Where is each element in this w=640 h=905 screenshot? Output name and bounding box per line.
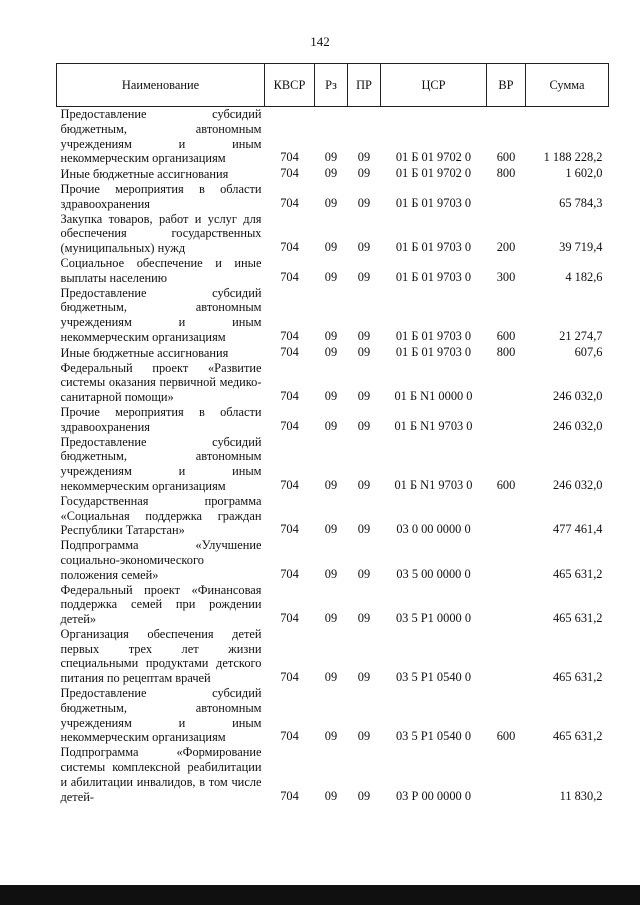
budget-table	[56, 63, 609, 804]
row-rz: 09	[324, 150, 338, 165]
row-sum: 607,6	[574, 344, 603, 359]
row-pr: 09	[357, 477, 371, 492]
table-row	[57, 345, 609, 361]
table-row	[57, 212, 609, 256]
row-sum: 477 461,4	[552, 522, 603, 537]
row-pr: 09	[357, 240, 371, 255]
row-kvsr: 704	[280, 670, 299, 685]
row-pr: 09	[357, 195, 371, 210]
row-rz: 09	[324, 389, 338, 404]
row-kvsr: 704	[280, 328, 299, 343]
row-name: Подпрограмма «Формирование системы комплексной реабилитации и абилитации инвалидов, в том числе детей-	[60, 745, 262, 804]
row-vr: 800	[496, 344, 516, 359]
row-kvsr: 704	[280, 729, 299, 744]
row-vr: 800	[496, 166, 516, 181]
row-rz: 09	[324, 611, 338, 626]
row-csr: 03 5 P1 0540 0	[395, 729, 472, 744]
row-kvsr: 704	[280, 344, 299, 359]
header-pr: ПР	[348, 64, 381, 107]
table-row	[57, 286, 609, 345]
scan-bottom-edge	[0, 885, 640, 905]
row-name: Прочие мероприятия в области здравоохранения	[60, 181, 262, 211]
row-kvsr: 704	[280, 389, 299, 404]
row-csr: 01 Б 01 9702 0	[395, 150, 472, 165]
row-vr	[487, 583, 526, 627]
row-vr: 600	[496, 328, 516, 343]
row-kvsr: 704	[280, 477, 299, 492]
row-name: Прочие мероприятия в области здравоохранения	[60, 404, 262, 434]
row-name: Государственная программа «Социальная поддержка граждан Республики Татарстан»	[60, 493, 262, 538]
row-sum: 465 631,2	[552, 670, 603, 685]
header-csr: ЦСР	[381, 64, 487, 107]
row-csr: 01 Б 01 9702 0	[395, 166, 472, 181]
row-rz: 09	[324, 344, 338, 359]
row-csr: 01 Б 01 9703 0	[395, 195, 472, 210]
row-pr: 09	[357, 389, 371, 404]
row-rz: 09	[324, 166, 338, 181]
page-number: 142	[310, 34, 330, 49]
row-sum: 465 631,2	[552, 611, 603, 626]
row-sum: 465 631,2	[552, 566, 603, 581]
row-name: Организация обеспечения детей первых трех лет жизни специальными продуктами детского питания по рецептам врачей	[60, 626, 262, 686]
row-sum: 1 602,0	[565, 166, 603, 181]
row-sum: 246 032,0	[552, 477, 603, 492]
row-kvsr: 704	[280, 522, 299, 537]
row-csr: 01 Б 01 9703 0	[395, 328, 472, 343]
row-pr: 09	[357, 788, 371, 803]
row-rz: 09	[324, 328, 338, 343]
row-pr: 09	[357, 269, 371, 284]
row-rz: 09	[324, 240, 338, 255]
row-vr: 600	[496, 729, 516, 744]
table-row	[57, 435, 609, 494]
row-vr	[487, 494, 526, 538]
row-pr: 09	[357, 522, 371, 537]
table-row	[57, 583, 609, 627]
row-name: Предоставление субсидий бюджетным, автономным учреждениям и иным некоммерческим организациям	[60, 107, 262, 166]
table-row	[57, 182, 609, 212]
table-row	[57, 538, 609, 582]
row-kvsr: 704	[280, 611, 299, 626]
row-csr: 03 0 00 0000 0	[396, 522, 471, 537]
row-kvsr: 704	[280, 166, 299, 181]
row-vr: 200	[496, 240, 516, 255]
row-vr: 300	[496, 269, 516, 284]
row-kvsr: 704	[280, 269, 299, 284]
row-pr: 09	[357, 611, 371, 626]
row-vr: 600	[496, 150, 516, 165]
row-name: Социальное обеспечение и иные выплаты населению	[60, 255, 262, 285]
row-sum: 246 032,0	[552, 389, 603, 404]
table-row	[57, 361, 609, 405]
row-rz: 09	[324, 670, 338, 685]
row-kvsr: 704	[280, 195, 299, 210]
row-sum: 465 631,2	[552, 729, 603, 744]
row-rz: 09	[324, 566, 338, 581]
header-vr: ВР	[487, 64, 526, 107]
row-sum: 65 784,3	[559, 195, 603, 210]
row-csr: 01 Б N1 0000 0	[394, 389, 473, 404]
row-kvsr: 704	[280, 566, 299, 581]
row-rz: 09	[324, 522, 338, 537]
header-name: Наименование	[57, 64, 265, 107]
row-rz: 09	[324, 477, 338, 492]
row-pr: 09	[357, 729, 371, 744]
row-pr: 09	[357, 344, 371, 359]
row-vr: 600	[496, 477, 516, 492]
row-rz: 09	[324, 418, 338, 433]
row-pr: 09	[357, 166, 371, 181]
table-row	[57, 107, 609, 167]
row-sum: 39 719,4	[559, 240, 603, 255]
table-row	[57, 166, 609, 182]
row-name: Предоставление субсидий бюджетным, автономным учреждениям и иным некоммерческим организациям	[60, 686, 262, 745]
row-pr: 09	[357, 150, 371, 165]
table-header-row	[57, 64, 609, 107]
row-csr: 03 Р 00 0000 0	[395, 788, 472, 803]
table-row	[57, 745, 609, 804]
row-csr: 03 5 P1 0000 0	[395, 611, 472, 626]
row-pr: 09	[357, 328, 371, 343]
row-name: Предоставление субсидий бюджетным, автономным учреждениям и иным некоммерческим организациям	[60, 434, 262, 493]
row-vr	[487, 745, 526, 804]
row-vr	[487, 182, 526, 212]
header-sum: Сумма	[526, 64, 609, 107]
row-name: Федеральный проект «Развитие системы оказания первичной медико-санитарной помощи»	[60, 360, 262, 405]
row-rz: 09	[324, 269, 338, 284]
row-kvsr: 704	[280, 418, 299, 433]
row-vr	[487, 538, 526, 582]
header-kvsr: КВСР	[265, 64, 315, 107]
row-vr	[487, 361, 526, 405]
row-csr: 03 5 00 0000 0	[396, 566, 471, 581]
header-rz: Рз	[315, 64, 348, 107]
row-name: Иные бюджетные ассигнования	[60, 167, 229, 182]
row-vr	[487, 405, 526, 435]
table-row	[57, 494, 609, 538]
row-kvsr: 704	[280, 788, 299, 803]
row-vr	[487, 627, 526, 686]
row-name: Подпрограмма «Улучшение социально-экономического положения семей»	[60, 538, 262, 582]
table-row	[57, 405, 609, 435]
row-csr: 01 Б N1 9703 0	[394, 418, 473, 433]
row-csr: 01 Б 01 9703 0	[395, 269, 472, 284]
table-row	[57, 686, 609, 745]
table-body	[57, 107, 609, 805]
row-pr: 09	[357, 670, 371, 685]
table-row	[57, 627, 609, 686]
row-csr: 01 Б 01 9703 0	[395, 344, 472, 359]
row-sum: 4 182,6	[565, 269, 603, 284]
row-name: Предоставление субсидий бюджетным, автономным учреждениям и иным некоммерческим организациям	[60, 285, 262, 344]
row-kvsr: 704	[280, 240, 299, 255]
row-pr: 09	[357, 566, 371, 581]
row-name: Федеральный проект «Финансовая поддержка семей при рождении детей»	[60, 582, 262, 627]
row-sum: 11 830,2	[559, 788, 603, 803]
row-sum: 21 274,7	[559, 328, 603, 343]
row-csr: 01 Б 01 9703 0	[395, 240, 472, 255]
row-rz: 09	[324, 788, 338, 803]
row-pr: 09	[357, 418, 371, 433]
row-name: Иные бюджетные ассигнования	[60, 345, 229, 360]
row-kvsr: 704	[280, 150, 299, 165]
row-csr: 01 Б N1 9703 0	[394, 477, 473, 492]
row-rz: 09	[324, 729, 338, 744]
row-name: Закупка товаров, работ и услуг для обеспечения государственных (муниципальных) нужд	[60, 211, 262, 256]
table-row	[57, 256, 609, 286]
row-sum: 246 032,0	[552, 418, 603, 433]
row-sum: 1 188 228,2	[543, 150, 603, 165]
row-rz: 09	[324, 195, 338, 210]
row-csr: 03 5 P1 0540 0	[395, 670, 472, 685]
